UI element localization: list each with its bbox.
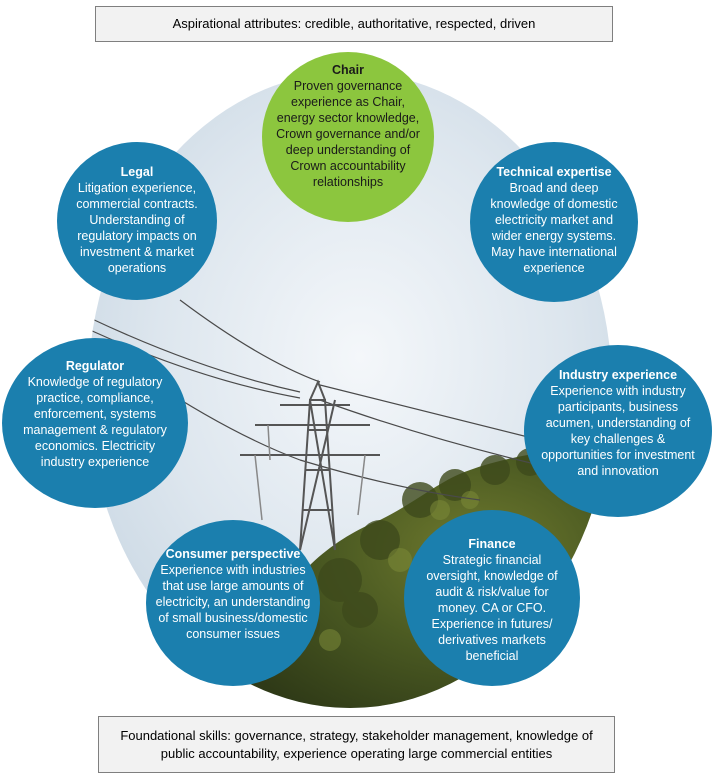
legal-title: Legal: [120, 165, 154, 179]
aspirational-attributes-text: Aspirational attributes: credible, authoritative, respected, driven: [172, 16, 536, 31]
technical-body: Broad and deep knowledge of domestic electricity market and wider energy systems. May have international experience: [490, 181, 618, 275]
technical-title: Technical expertise: [496, 165, 612, 179]
consumer-title: Consumer perspective: [165, 547, 301, 561]
industry-title: Industry experience: [558, 368, 678, 382]
bubble-technical-expertise: [470, 142, 638, 302]
bubble-chair: [262, 52, 434, 222]
regulator-title: Regulator: [65, 359, 125, 373]
finance-body: Strategic financial oversight, knowledge of audit & risk/value for money. CA or CFO. Experience in futures/ derivatives markets beneficial: [426, 553, 558, 663]
consumer-body: Experience with industries that use large amounts of electricity, an understanding of small business/domestic consumer issues: [155, 563, 311, 641]
bubble-industry-experience: [524, 345, 712, 517]
foundational-skills-banner: [98, 716, 615, 773]
regulator-body: Knowledge of regulatory practice, compliance, enforcement, systems management & regulatory economics. Electricity industry experience: [23, 375, 167, 469]
bubble-finance: [404, 510, 580, 686]
bubble-consumer-perspective: [146, 520, 320, 686]
industry-body: Experience with industry participants, business acumen, understanding of key challenges & opportunities for investment and innovation: [541, 384, 695, 478]
legal-body: Litigation experience, commercial contracts. Understanding of regulatory impacts on investment & market operations: [76, 181, 198, 275]
foundational-skills-text: Foundational skills: governance, strategy, stakeholder management, knowledge of public accountability, experience operating large commercial entities: [120, 728, 593, 761]
chair-body: Proven governance experience as Chair, energy sector knowledge, Crown governance and/or deep understanding of Crown accountability relationships: [276, 79, 420, 189]
bubble-legal: [57, 142, 217, 300]
aspirational-attributes-banner: [95, 6, 613, 42]
chair-title: Chair: [332, 63, 364, 77]
bubble-regulator: [2, 338, 188, 508]
finance-title: Finance: [468, 537, 516, 551]
